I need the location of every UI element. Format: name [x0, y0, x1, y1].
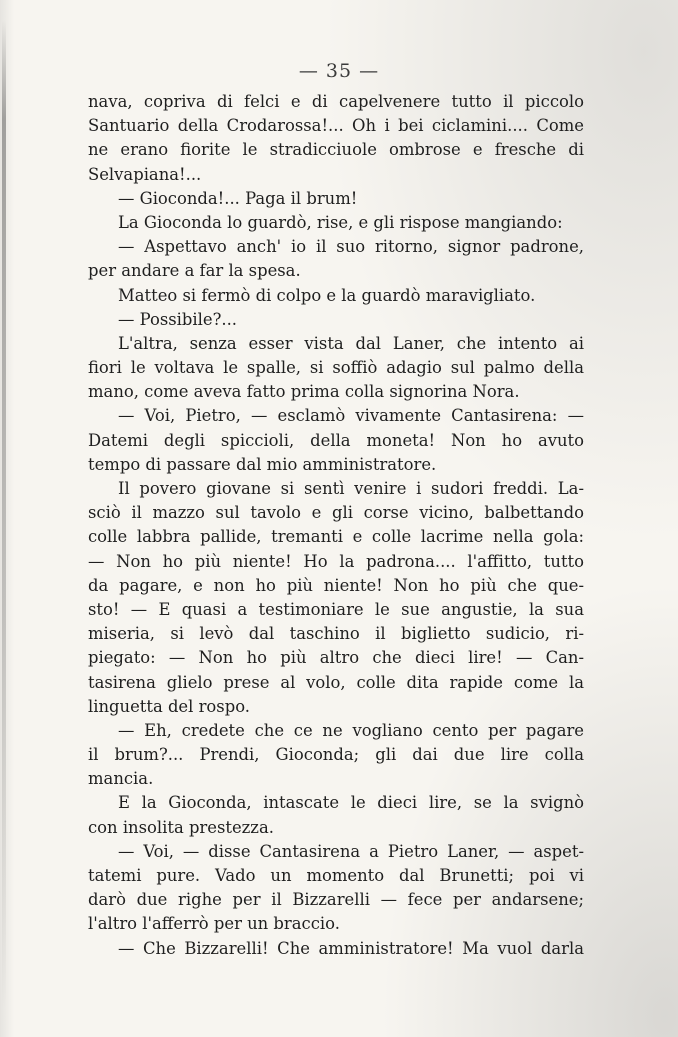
text-line: Il povero giovane si sentì venire i sudori freddi. La- — [118, 479, 584, 498]
text-line: sciò il mazzo sul tavolo e gli corse vicino, balbettando — [88, 503, 584, 523]
text-line: tasirena glielo prese al volo, colle dita rapide come la — [88, 672, 584, 692]
text-line: Santuario della Crodarossa!... Oh i bei ciclamini.... Come — [88, 116, 584, 136]
text-line: l'altro l'afferrò per un braccio. — [88, 914, 340, 934]
text-line: E la Gioconda, intascate le dieci lire, se la svignò — [118, 793, 584, 813]
text-line: — Voi, — disse Cantasirena a Pietro Laner, — aspet- — [118, 841, 584, 861]
text-line: mancia. — [88, 769, 154, 789]
text-line: Matteo si fermò di colpo e la guardò maravigliato. — [118, 285, 536, 305]
text-line: tatemi pure. Vado un momento dal Brunetti; poi vi — [88, 866, 584, 885]
page-number: — 35 — — [298, 60, 380, 82]
text-line: colle labbra pallide, tremanti e colle lacrime nella gola: — [88, 527, 584, 547]
text-line: L'altra, senza esser vista dal Laner, che intento ai — [118, 333, 584, 353]
text-line: Datemi degli spiccioli, della moneta! Non ho avuto — [88, 430, 584, 450]
text-line: Selvapiana!... — [88, 164, 202, 184]
text-line: ne erano fiorite le stradicciuole ombrose e fresche di — [88, 140, 584, 160]
text-line: nava, copriva di felci e di capelvenere tutto il piccolo — [88, 92, 584, 111]
text-line: miseria, si levò dal taschino il biglietto sudicio, ri- — [88, 624, 584, 644]
text-line: — Aspettavo anch' io il suo ritorno, signor padrone, — [118, 237, 584, 257]
text-line: con insolita prestezza. — [88, 817, 274, 837]
text-line: il brum?... Prendi, Gioconda; gli dai due lire colla — [88, 745, 584, 765]
binding-edge — [2, 20, 6, 1010]
body-text — [88, 90, 584, 961]
text-line: da pagare, e non ho più niente! Non ho più che que- — [88, 575, 584, 595]
text-line: — Possibile?... — [118, 309, 237, 329]
text-line: per andare a far la spesa. — [88, 261, 301, 281]
text-line: fiori le voltava le spalle, si soffiò adagio sul palmo della — [88, 358, 584, 378]
text-line: La Gioconda lo guardò, rise, e gli rispose mangiando: — [118, 212, 563, 232]
text-line: — Eh, credete che ce ne vogliano cento per pagare — [118, 720, 584, 740]
text-line: — Voi, Pietro, — esclamò vivamente Cantasirena: — — [118, 406, 584, 426]
text-line: piegato: — Non ho più altro che dieci lire! — Can- — [88, 648, 584, 668]
text-line: linguetta del rospo. — [88, 696, 250, 716]
text-line: tempo di passare dal mio amministratore. — [88, 454, 437, 474]
text-line: — Che Bizzarelli! Che amministratore! Ma vuol darla — [118, 938, 584, 958]
text-line: mano, come aveva fatto prima colla signorina Nora. — [88, 382, 520, 402]
text-line: — Non ho più niente! Ho la padrona.... l'affitto, tutto — [88, 551, 584, 571]
text-line: darò due righe per il Bizzarelli — fece per andarsene; — [88, 890, 584, 910]
text-line: sto! — E quasi a testimoniare le sue angustie, la sua — [88, 599, 584, 619]
text-line: — Gioconda!... Paga il brum! — [118, 188, 358, 208]
